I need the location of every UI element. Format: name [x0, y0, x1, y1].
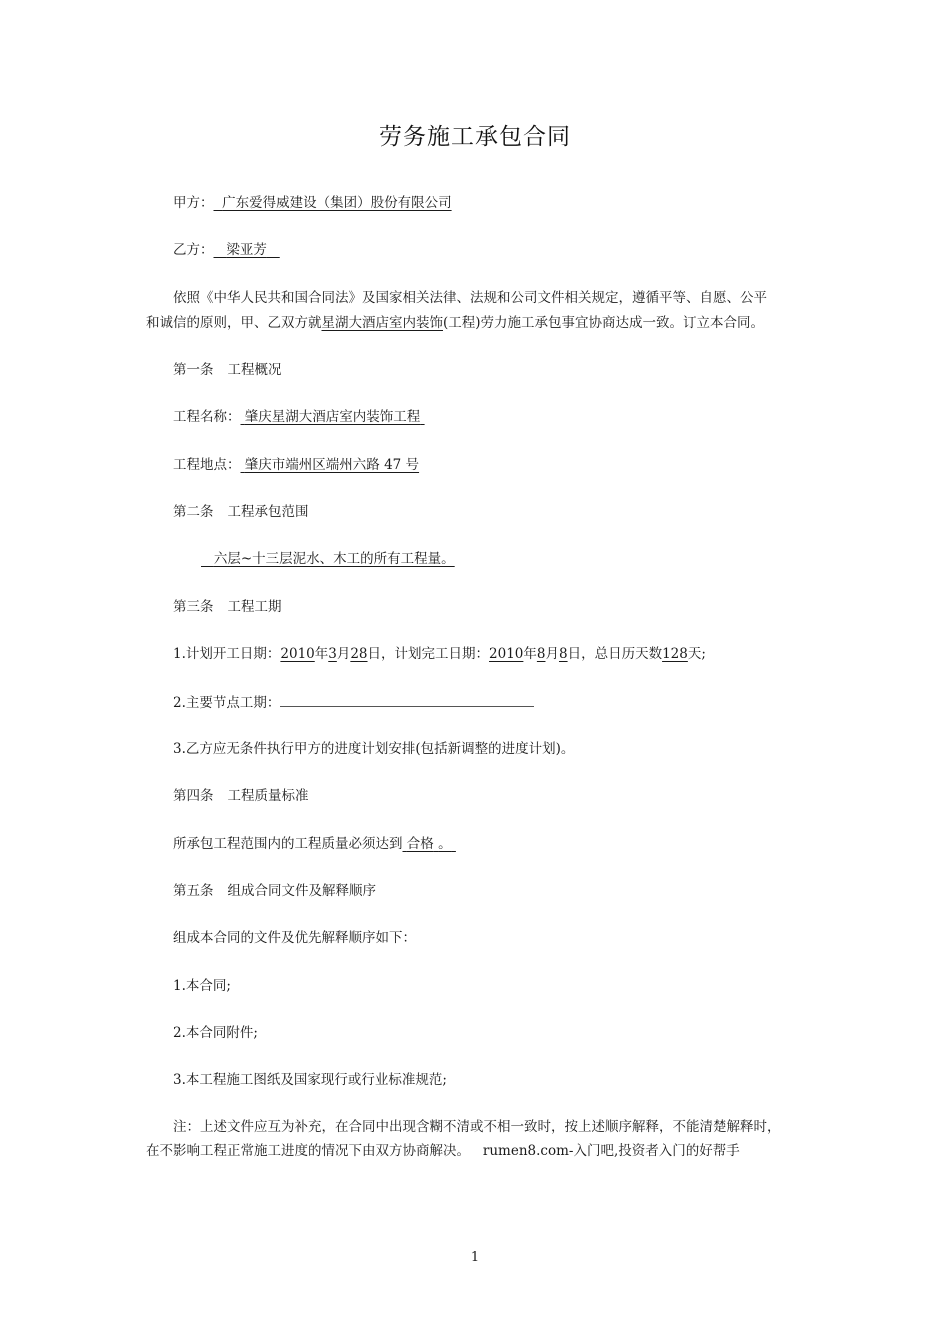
- note-line-2: 在不影响工程正常施工进度的情况下由双方协商解决。 rumen8.com-入门吧,投资者入门的好帮手: [146, 1143, 740, 1159]
- project-short-name: 星湖大酒店室内装饰: [321, 315, 443, 331]
- intro-line-1: 依照《中华人民共和国合同法》及国家相关法律、法规和公司文件相关规定，遵循平等、自愿、公平: [173, 290, 767, 306]
- project-location-label: 工程地点：: [173, 457, 241, 473]
- milestone-row: 2.主要节点工期：: [173, 692, 534, 713]
- end-month: 8: [536, 646, 546, 662]
- project-name-value: 肇庆星湖大酒店室内装饰工程: [244, 409, 421, 425]
- documents-item-1: 1.本合同;: [173, 978, 231, 994]
- end-year: 2010: [489, 646, 524, 662]
- project-location-row: [173, 455, 419, 475]
- watermark-text: rumen8.com-入门吧,投资者入门的好帮手: [482, 1143, 740, 1159]
- party-a-value: 广东爱得威建设（集团）股份有限公司: [222, 195, 452, 211]
- article-4-heading: 第四条 工程质量标准: [173, 788, 309, 804]
- documents-item-3: 3.本工程施工图纸及国家现行或行业标准规范;: [173, 1072, 447, 1088]
- article-1-heading: 第一条 工程概况: [173, 362, 282, 378]
- scope-row: [201, 549, 455, 569]
- page-number: 1: [470, 1250, 480, 1265]
- project-name-row: [173, 407, 425, 427]
- party-b-value: 梁亚芳: [226, 242, 267, 258]
- document-title: 劳务施工承包合同: [379, 124, 571, 150]
- start-year: 2010: [280, 646, 315, 662]
- article-5-heading: 第五条 组成合同文件及解释顺序: [173, 883, 376, 899]
- party-a-label: 甲方：: [173, 195, 214, 211]
- note-line-1: 注：上述文件应互为补充，在合同中出现含糊不清或不相一致时，按上述顺序解释，不能清楚解释时，: [173, 1119, 781, 1135]
- end-day: 8: [558, 646, 568, 662]
- article-2-heading: 第二条 工程承包范围: [173, 504, 309, 520]
- quality-row: 所承包工程范围内的工程质量必须达到 合格 。: [173, 834, 456, 854]
- documents-item-2: 2.本合同附件;: [173, 1025, 258, 1041]
- article-3-heading: 第三条 工程工期: [173, 599, 282, 615]
- schedule-item-3: 3.乙方应无条件执行甲方的进度计划安排(包括新调整的进度计划)。: [173, 741, 575, 757]
- scope-value: 六层~十三层泥水、木工的所有工程量。: [213, 551, 455, 567]
- party-b-row: [173, 240, 280, 260]
- start-month: 3: [328, 646, 337, 662]
- project-location-value: 肇庆市端州区端州六路 47 号: [244, 457, 420, 473]
- intro-line-2: 和诚信的原则，甲、乙双方就星湖大酒店室内装饰(工程)劳力施工承包事宜协商达成一致。订立本合同。: [146, 315, 765, 331]
- documents-intro: 组成本合同的文件及优先解释顺序如下：: [173, 930, 416, 946]
- total-days: 128: [662, 646, 688, 662]
- party-b-label: 乙方：: [173, 242, 214, 258]
- start-day: 28: [350, 646, 368, 662]
- milestone-blank: [280, 692, 534, 707]
- schedule-dates-row: 1.计划开工日期：2010年3月28日，计划完工日期：2010年8月8日，总日历天数128天;: [173, 646, 706, 662]
- quality-value: 合格 。: [406, 836, 452, 852]
- party-a-row: [173, 193, 452, 213]
- project-name-label: 工程名称：: [173, 409, 241, 425]
